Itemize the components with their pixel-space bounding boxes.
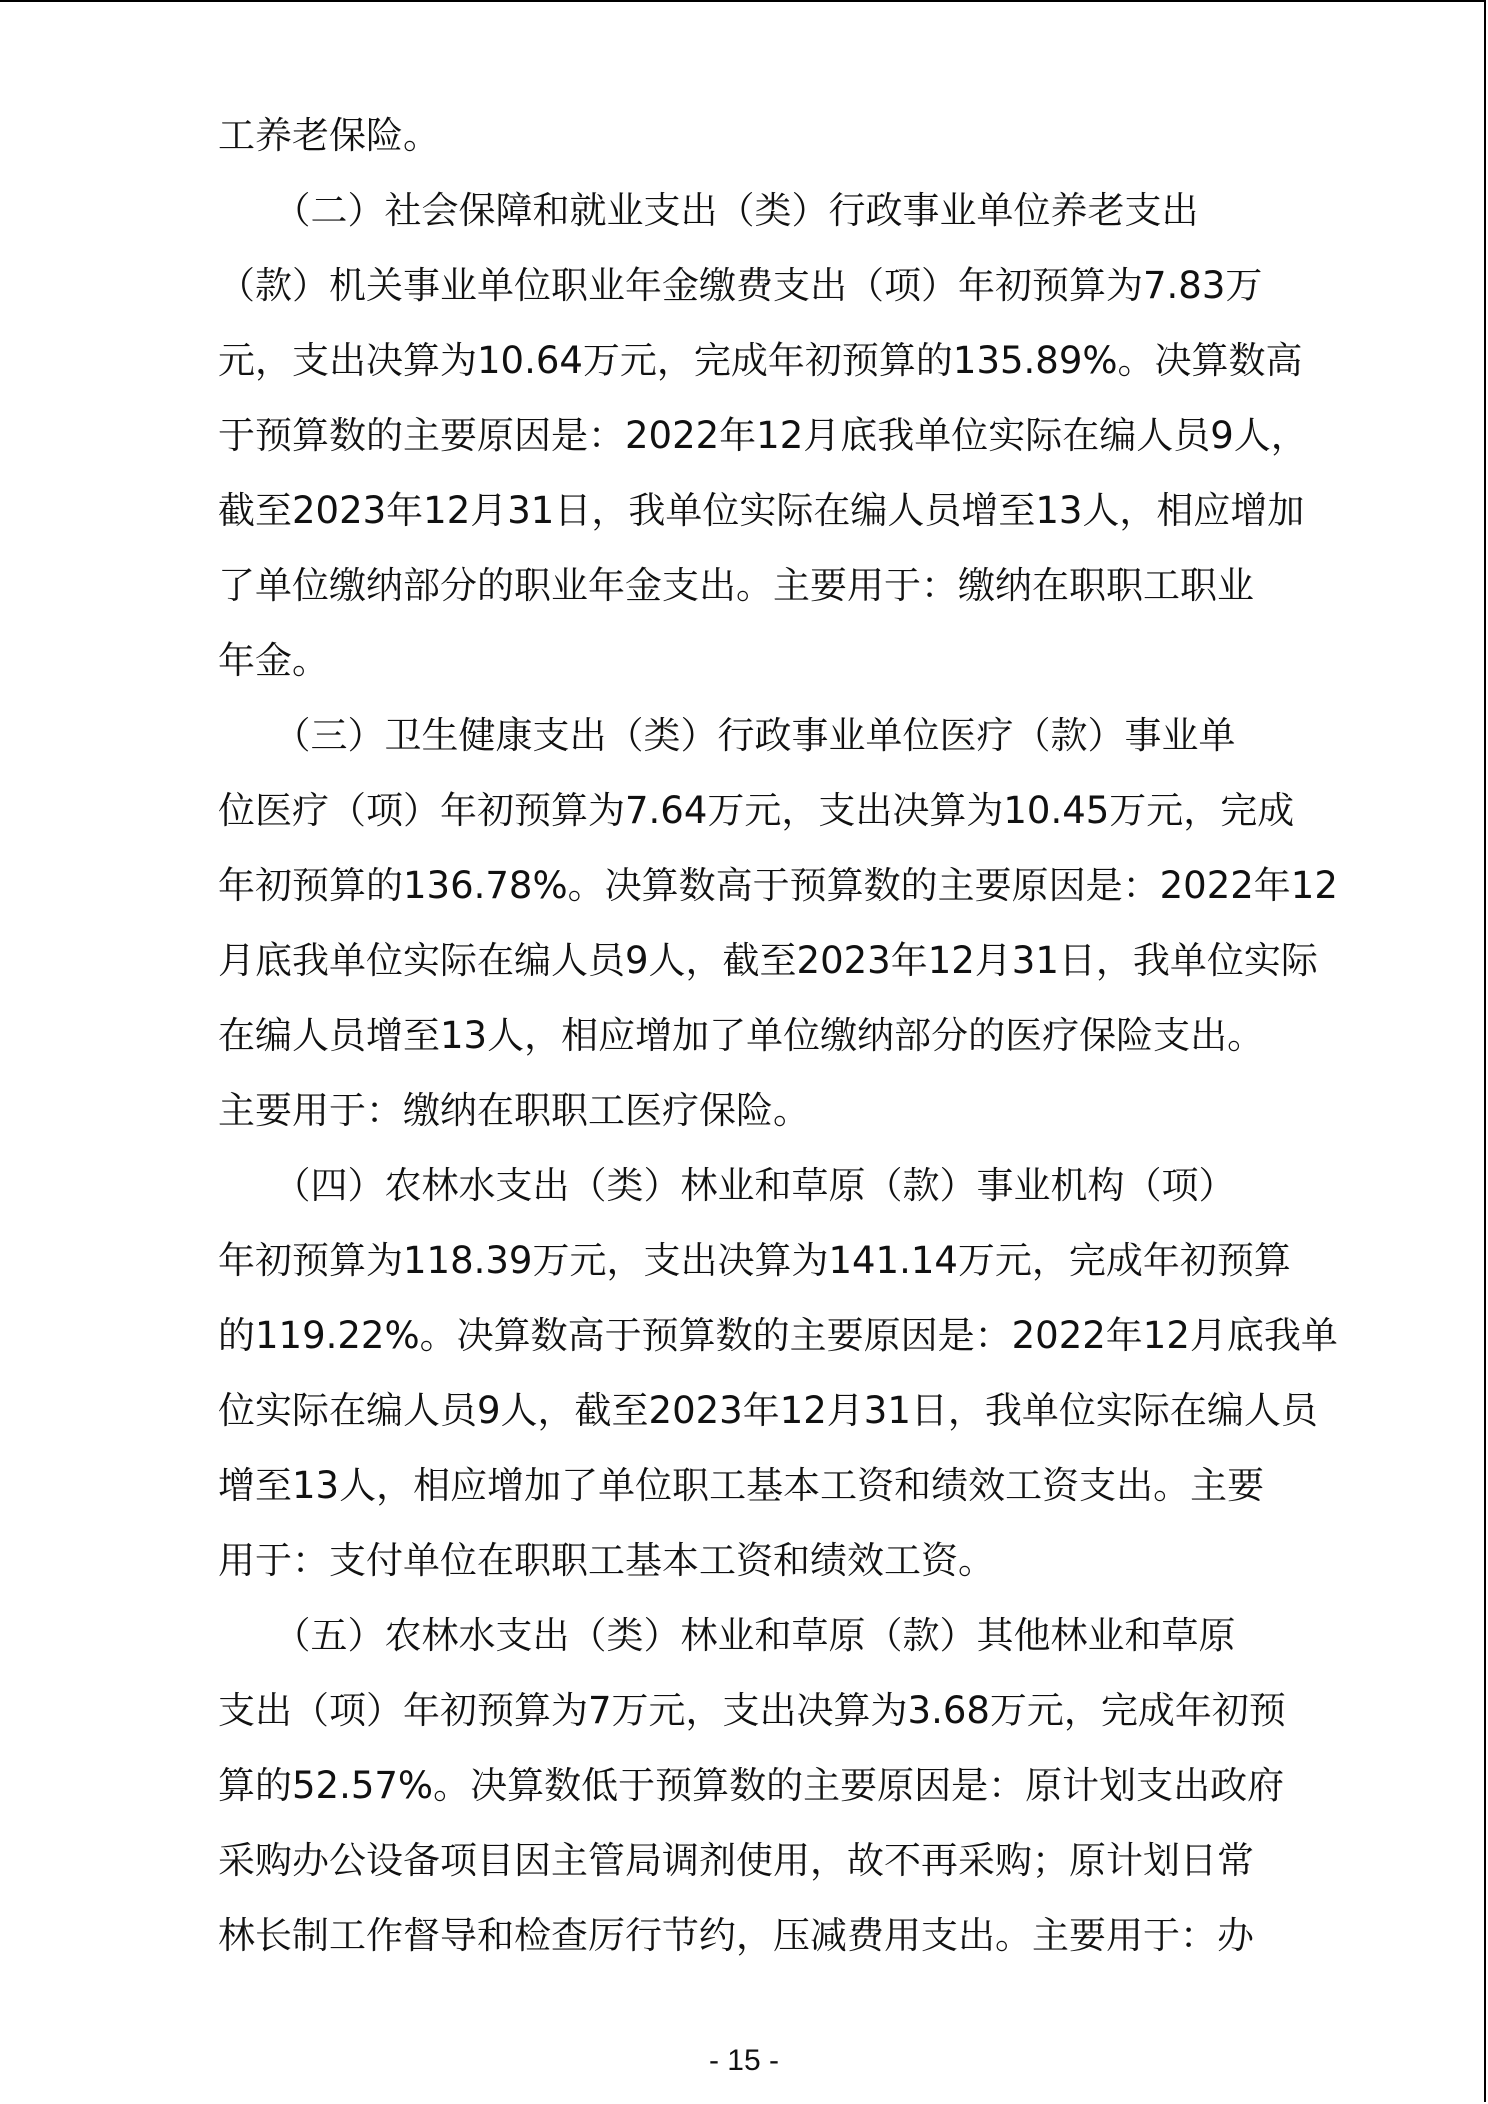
text-line: （二）社会保障和就业支出（类）行政事业单位养老支出 bbox=[218, 189, 1199, 232]
text-line: 年金。 bbox=[218, 639, 329, 682]
text-line: （五）农林水支出（类）林业和草原（款）其他林业和草原 bbox=[218, 1614, 1236, 1657]
text-line: 月底我单位实际在编人员9人，截至2023年12月31日，我单位实际 bbox=[218, 939, 1318, 982]
text-line: 用于：支付单位在职职工基本工资和绩效工资。 bbox=[218, 1539, 995, 1582]
text-line: 主要用于：缴纳在职职工医疗保险。 bbox=[218, 1089, 810, 1132]
page-number: - 15 - bbox=[708, 2044, 780, 2077]
text-line: 于预算数的主要原因是：2022年12月底我单位实际在编人员9人， bbox=[218, 414, 1308, 457]
text-line: 在编人员增至13人，相应增加了单位缴纳部分的医疗保险支出。 bbox=[218, 1014, 1265, 1057]
text-line: 林长制工作督导和检查厉行节约，压减费用支出。主要用于：办 bbox=[218, 1914, 1254, 1957]
text-line: 截至2023年12月31日，我单位实际在编人员增至13人，相应增加 bbox=[218, 489, 1305, 532]
text-line: 年初预算的136.78%。决算数高于预算数的主要原因是：2022年12 bbox=[218, 864, 1338, 907]
text-line: 支出（项）年初预算为7万元，支出决算为3.68万元，完成年初预 bbox=[218, 1689, 1286, 1732]
text-line: 工养老保险。 bbox=[218, 114, 440, 157]
text-line: 增至13人，相应增加了单位职工基本工资和绩效工资支出。主要 bbox=[218, 1464, 1265, 1507]
text-line: （三）卫生健康支出（类）行政事业单位医疗（款）事业单 bbox=[218, 714, 1236, 757]
text-line: 位医疗（项）年初预算为7.64万元，支出决算为10.45万元，完成 bbox=[218, 789, 1295, 832]
text-line: 了单位缴纳部分的职业年金支出。主要用于：缴纳在职职工职业 bbox=[218, 564, 1254, 607]
text-line: 位实际在编人员9人，截至2023年12月31日，我单位实际在编人员 bbox=[218, 1389, 1318, 1432]
text-line: 采购办公设备项目因主管局调剂使用，故不再采购；原计划日常 bbox=[218, 1839, 1254, 1882]
text-line: （四）农林水支出（类）林业和草原（款）事业机构（项） bbox=[218, 1164, 1236, 1207]
body-text bbox=[218, 98, 1338, 1973]
text-line: 元，支出决算为10.64万元，完成年初预算的135.89%。决算数高 bbox=[218, 339, 1303, 382]
text-line: 的119.22%。决算数高于预算数的主要原因是：2022年12月底我单 bbox=[218, 1314, 1338, 1357]
text-line: （款）机关事业单位职业年金缴费支出（项）年初预算为7.83万 bbox=[218, 264, 1263, 307]
text-line: 年初预算为118.39万元，支出决算为141.14万元，完成年初预算 bbox=[218, 1239, 1291, 1282]
text-line: 算的52.57%。决算数低于预算数的主要原因是：原计划支出政府 bbox=[218, 1764, 1285, 1807]
